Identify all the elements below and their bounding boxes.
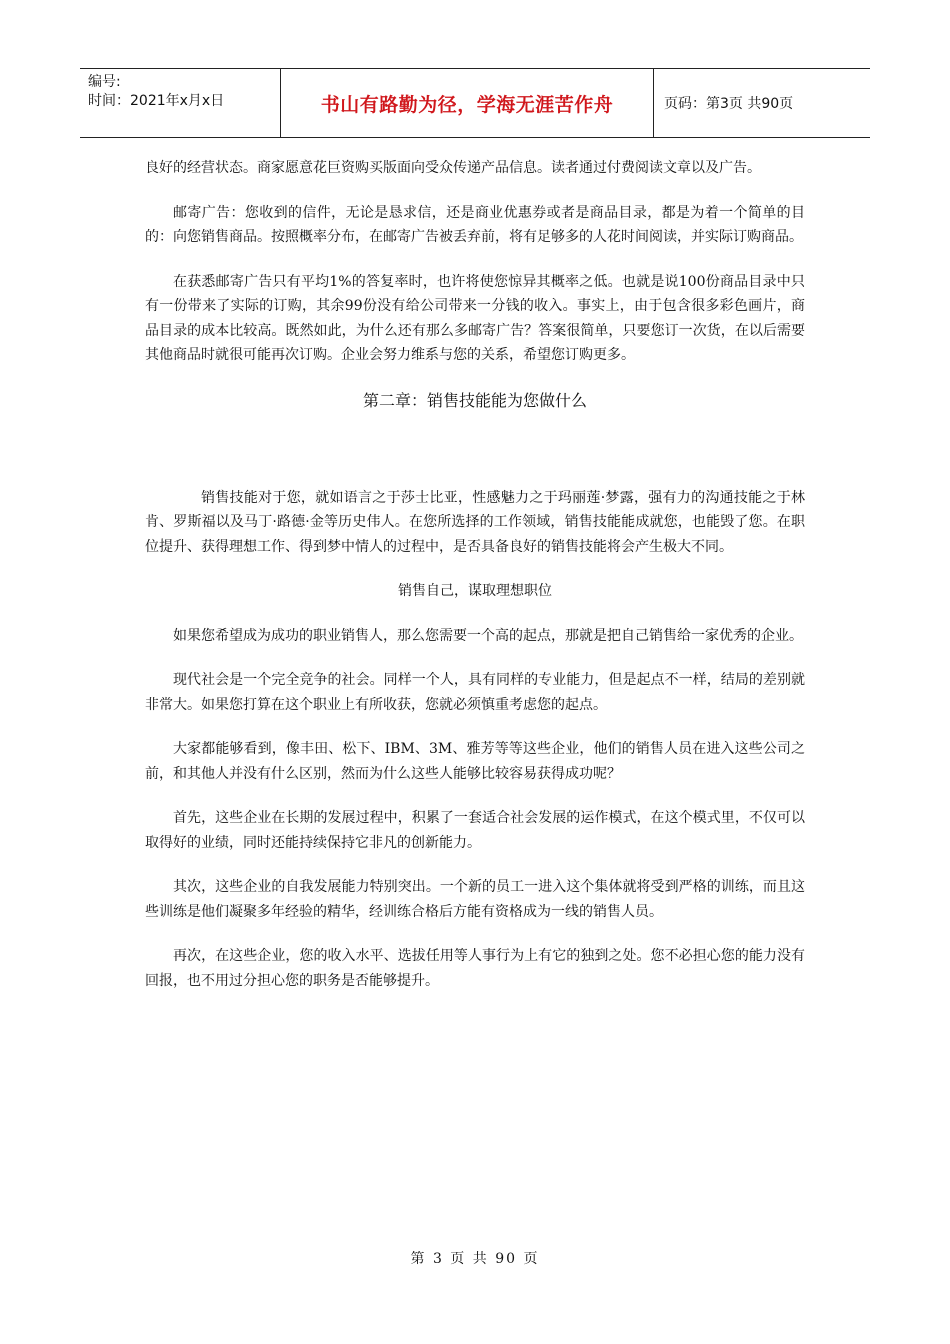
paragraph: 大家都能够看到，像丰田、松下、IBM、3M、雅芳等等这些企业，他们的销售人员在进入这些公司之前，和其他人并没有什么区别，然而为什么这些人能够比较容易获得成功呢？ bbox=[145, 741, 805, 782]
time-label: 时间：2021年x月x日 bbox=[88, 93, 225, 109]
section-title: 销售自己，谋取理想职位 bbox=[398, 583, 552, 599]
paragraph: 如果您希望成为成功的职业销售人，那么您需要一个高的起点，那就是把自己销售给一家优秀的企业。 bbox=[173, 627, 803, 644]
paragraph: 在获悉邮寄广告只有平均1%的答复率时，也许将使您惊异其概率之低。也就是说100份商品目录中只有一份带来了实际的订购，其余99份没有给公司带来一分钱的收入。事实上，由于包含很多彩色画片，商品目录的成本比较高。既然如此，为什么还有那么多邮寄广告？答案很简单，只要您订一次货，在以后需要其他商品时就很可能再次订购。企业会努力维系与您的关系，希望您订购更多。 bbox=[145, 273, 805, 363]
header-meta bbox=[80, 69, 281, 137]
header-motto: 书山有路勤为径，学海无涯苦作舟 bbox=[281, 69, 654, 137]
paragraph: 邮寄广告：您收到的信件，无论是恳求信，还是商业优惠券或者是商品目录，都是为着一个简单的目的：向您销售商品。按照概率分布，在邮寄广告被丢弃前，将有足够多的人花时间阅读，并实际订购商品。 bbox=[145, 204, 805, 245]
code-label: 编号: bbox=[88, 74, 121, 90]
document-header bbox=[80, 68, 870, 138]
paragraph: 首先，这些企业在长期的发展过程中，积累了一套适合社会发展的运作模式，在这个模式里，不仅可以取得好的业绩，同时还能持续保持它非凡的创新能力。 bbox=[145, 810, 805, 851]
chapter-title: 第二章：销售技能能为您做什么 bbox=[362, 390, 587, 410]
document-body bbox=[145, 156, 805, 1013]
paragraph: 其次，这些企业的自我发展能力特别突出。一个新的员工一进入这个集体就将受到严格的训练，而且这些训练是他们凝聚多年经验的精华，经训练合格后方能有资格成为一线的销售人员。 bbox=[145, 879, 805, 920]
paragraph: 现代社会是一个完全竞争的社会。同样一个人，具有同样的专业能力，但是起点不一样，结局的差别就非常大。如果您打算在这个职业上有所收获，您就必须慎重考虑您的起点。 bbox=[145, 672, 805, 713]
intro-paragraph: 销售技能对于您，就如语言之于莎士比亚，性感魅力之于玛丽莲·梦露，强有力的沟通技能之于林肯、罗斯福以及马丁·路德·金等历史伟人。在您所选择的工作领域，销售技能能成就您，也能毁了您。在职位提升、获得理想工作、得到梦中情人的过程中，是否具备良好的销售技能将会产生极大不同。 bbox=[145, 489, 805, 555]
paragraph: 再次，在这些企业，您的收入水平、选拔任用等人事行为上有它的独到之处。您不必担心您的能力没有回报，也不用过分担心您的职务是否能够提升。 bbox=[145, 948, 805, 989]
header-page-info: 页码：第3页 共90页 bbox=[664, 96, 794, 112]
paragraph: 良好的经营状态。商家愿意花巨资购买版面向受众传递产品信息。读者通过付费阅读文章以及广告。 bbox=[145, 160, 761, 176]
page-footer: 第 3 页 共 90 页 bbox=[410, 1251, 540, 1267]
